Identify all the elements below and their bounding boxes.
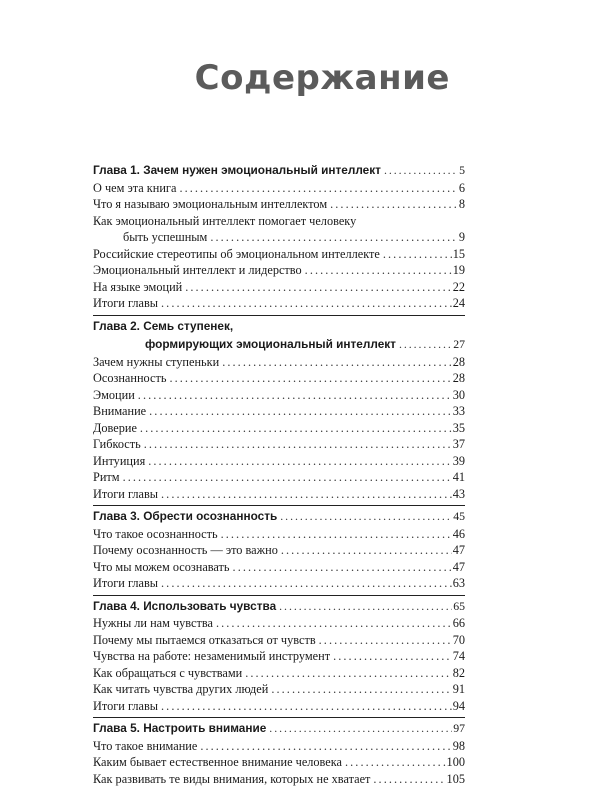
dot-leader (222, 354, 451, 371)
toc-entry-row[interactable] (93, 632, 465, 649)
toc-entry-line1[interactable]: Как эмоциональный интеллект помогает человеку (93, 213, 357, 228)
toc-entry-page-number: 70 (452, 632, 465, 647)
dot-leader (140, 420, 452, 437)
toc-entry-row[interactable] (93, 229, 465, 246)
dot-leader (185, 279, 451, 296)
toc-entry-page-number: 94 (452, 698, 465, 713)
toc-entry-label: Итоги главы (93, 296, 159, 310)
chapter-title-label: Глава 4. Использовать чувства (93, 598, 277, 613)
toc-entry-page-number: 98 (452, 738, 465, 753)
dot-leader (221, 526, 452, 543)
toc-entry-page-number: 46 (452, 526, 465, 541)
toc-entry-label: О чем эта книга (93, 180, 177, 195)
toc-entry-page-number: 100 (446, 755, 465, 769)
toc-entry-row[interactable] (93, 295, 465, 312)
dot-leader (345, 754, 446, 771)
dot-leader (330, 196, 458, 213)
toc-entry-page-number: 43 (452, 486, 465, 501)
chapter-title-row[interactable] (93, 598, 465, 615)
chapter-title-row[interactable] (93, 508, 465, 525)
dot-leader (333, 648, 452, 665)
toc-entry-row[interactable] (93, 665, 465, 682)
toc-entry-label: Осознанность (93, 371, 167, 385)
toc-entry-row[interactable] (93, 453, 465, 470)
chapter-title-page-number: 65 (453, 598, 465, 613)
toc-entry-label: Итоги главы (93, 576, 159, 590)
dot-leader (269, 720, 452, 737)
dot-leader (161, 295, 452, 312)
toc-entry-page-number: 22 (452, 279, 465, 294)
toc-entry-row[interactable] (93, 754, 465, 771)
chapter-section (93, 162, 465, 315)
chapter-title-page-number: 27 (453, 337, 465, 351)
dot-leader (138, 387, 452, 404)
dot-leader (233, 559, 452, 576)
chapter-title-page-number: 45 (453, 509, 465, 523)
chapter-title-line1[interactable]: Глава 2. Семь ступенек, (93, 318, 234, 333)
toc-entry-row[interactable] (93, 180, 465, 197)
toc-entry-label: Почему осознанность — это важно (93, 543, 278, 557)
page-title: Содержание (194, 58, 450, 98)
dot-leader (319, 632, 452, 649)
dot-leader (383, 246, 452, 263)
toc-entry-row[interactable] (93, 354, 465, 371)
dot-leader (169, 370, 451, 387)
toc-entry-label: Как обращаться с чувствами (93, 665, 243, 680)
dot-leader (161, 698, 452, 715)
toc-entry-label: Чувства на работе: незаменимый инструмент (93, 649, 331, 663)
toc-entry-label: Как читать чувства других людей (93, 682, 269, 696)
toc-entry-label: Гибкость (93, 437, 141, 451)
toc-entry-page-number: 37 (452, 437, 465, 451)
dot-leader (179, 180, 457, 197)
toc-entry-row[interactable] (93, 575, 465, 592)
toc-entry-label: Доверие (93, 420, 137, 435)
toc-entry-label: Итоги главы (93, 486, 159, 501)
dot-leader (210, 229, 458, 246)
toc-entry-page-number: 39 (452, 453, 465, 468)
dot-leader (161, 486, 452, 503)
toc-entry-row[interactable] (93, 681, 465, 698)
toc-entry-label: Что я называю эмоциональным интеллектом (93, 197, 328, 211)
toc-entry-page-number: 28 (452, 354, 465, 369)
dot-leader (271, 681, 451, 698)
toc-entry-page-number: 91 (452, 682, 465, 696)
chapter-section (93, 717, 465, 790)
toc-entry-row[interactable] (93, 559, 465, 576)
dot-leader (305, 262, 452, 279)
dot-leader (373, 771, 445, 788)
toc-entry-label: быть успешным (123, 230, 208, 244)
dot-leader (281, 542, 452, 559)
dot-leader (399, 336, 452, 353)
toc-entry-label: Почему мы пытаемся отказаться от чувств (93, 632, 316, 647)
toc-entry-label: Эмоции (93, 387, 135, 402)
toc-entry-label: Каким бывает естественное внимание человека (93, 755, 342, 769)
toc-entry-page-number: 82 (452, 665, 465, 680)
toc-entry-label: Как развивать те виды внимания, которых не хватает (93, 771, 371, 786)
toc-entry-page-number: 105 (446, 771, 465, 786)
dot-leader (216, 615, 452, 632)
chapter-title-page-number: 5 (459, 163, 465, 177)
toc-entry-page-number: 30 (452, 387, 465, 402)
toc-entry-label: Что такое внимание (93, 738, 198, 753)
toc-entry-row[interactable] (93, 526, 465, 543)
toc-entry-label: Российские стереотипы об эмоциональном интеллекте (93, 246, 380, 261)
toc-entry-label: Внимание (93, 404, 147, 418)
dot-leader (384, 162, 458, 179)
toc-entry-row[interactable] (93, 486, 465, 503)
chapter-title-label: формирующих эмоциональный интеллект (145, 337, 396, 351)
dot-leader (200, 738, 451, 755)
chapter-section (93, 315, 465, 506)
toc-entry-row[interactable] (93, 262, 465, 279)
toc-entry-page-number: 9 (458, 230, 465, 244)
toc-entry-row[interactable] (93, 420, 465, 437)
toc-entry-row[interactable] (93, 436, 465, 453)
toc-entry-page-number: 41 (452, 470, 465, 484)
chapter-title-label: Глава 1. Зачем нужен эмоциональный интеллект (93, 163, 381, 177)
toc-entry-page-number: 47 (452, 543, 465, 557)
toc-entry-row[interactable] (93, 738, 465, 755)
dot-leader (245, 665, 451, 682)
chapter-title-label: Глава 3. Обрести осознанность (93, 509, 278, 523)
toc-entry-page-number: 47 (452, 559, 465, 574)
toc-entry-page-number: 28 (452, 371, 465, 385)
toc-entry-row[interactable] (93, 615, 465, 632)
toc-entry-label: Что такое осознанность (93, 526, 218, 541)
toc-entry-row[interactable] (93, 648, 465, 665)
toc-entry-label: Зачем нужны ступеньки (93, 354, 220, 369)
toc-entry-row[interactable] (93, 403, 465, 420)
dot-leader (280, 508, 452, 525)
toc-entry-label: На языке эмоций (93, 279, 183, 294)
toc-entry-page-number: 74 (452, 649, 465, 663)
toc-entry-row[interactable] (93, 279, 465, 296)
chapter-title-row[interactable] (93, 720, 465, 737)
dot-leader (149, 403, 452, 420)
table-of-contents (93, 160, 465, 790)
dot-leader (123, 469, 452, 486)
toc-entry-row[interactable] (93, 698, 465, 715)
toc-entry-page-number: 33 (452, 404, 465, 418)
chapter-section (93, 595, 465, 718)
chapter-title-label: Глава 5. Настроить внимание (93, 721, 267, 735)
toc-entry-page-number: 66 (452, 616, 465, 630)
toc-entry-row[interactable] (93, 542, 465, 559)
chapter-title-page-number: 97 (453, 721, 465, 735)
chapter-title-row[interactable] (93, 162, 465, 179)
toc-entry-page-number: 24 (452, 296, 465, 310)
toc-entry-page-number: 63 (452, 576, 465, 590)
toc-entry-row[interactable] (93, 469, 465, 486)
toc-entry-label: Эмоциональный интеллект и лидерство (93, 263, 302, 277)
toc-entry-page-number: 15 (452, 246, 465, 261)
chapter-title-row[interactable] (93, 336, 465, 353)
toc-entry-page-number: 6 (458, 180, 465, 195)
chapter-section (93, 505, 465, 595)
dot-leader (279, 598, 452, 615)
toc-entry-label: Нужны ли нам чувства (93, 616, 213, 630)
toc-entry-label: Итоги главы (93, 698, 159, 713)
toc-entry-page-number: 19 (452, 263, 465, 277)
toc-entry-row[interactable] (93, 246, 465, 263)
dot-leader (144, 436, 452, 453)
toc-entry-row[interactable] (93, 370, 465, 387)
dot-leader (161, 575, 452, 592)
toc-entry-row[interactable] (93, 771, 465, 788)
toc-entry-label: Ритм (93, 470, 120, 484)
toc-entry-page-number: 8 (458, 197, 465, 211)
toc-entry-label: Интуиция (93, 453, 146, 468)
toc-entry-page-number: 35 (452, 420, 465, 435)
toc-entry-row[interactable] (93, 387, 465, 404)
toc-entry-row[interactable] (93, 196, 465, 213)
toc-entry-label: Что мы можем осознавать (93, 559, 230, 574)
dot-leader (148, 453, 451, 470)
